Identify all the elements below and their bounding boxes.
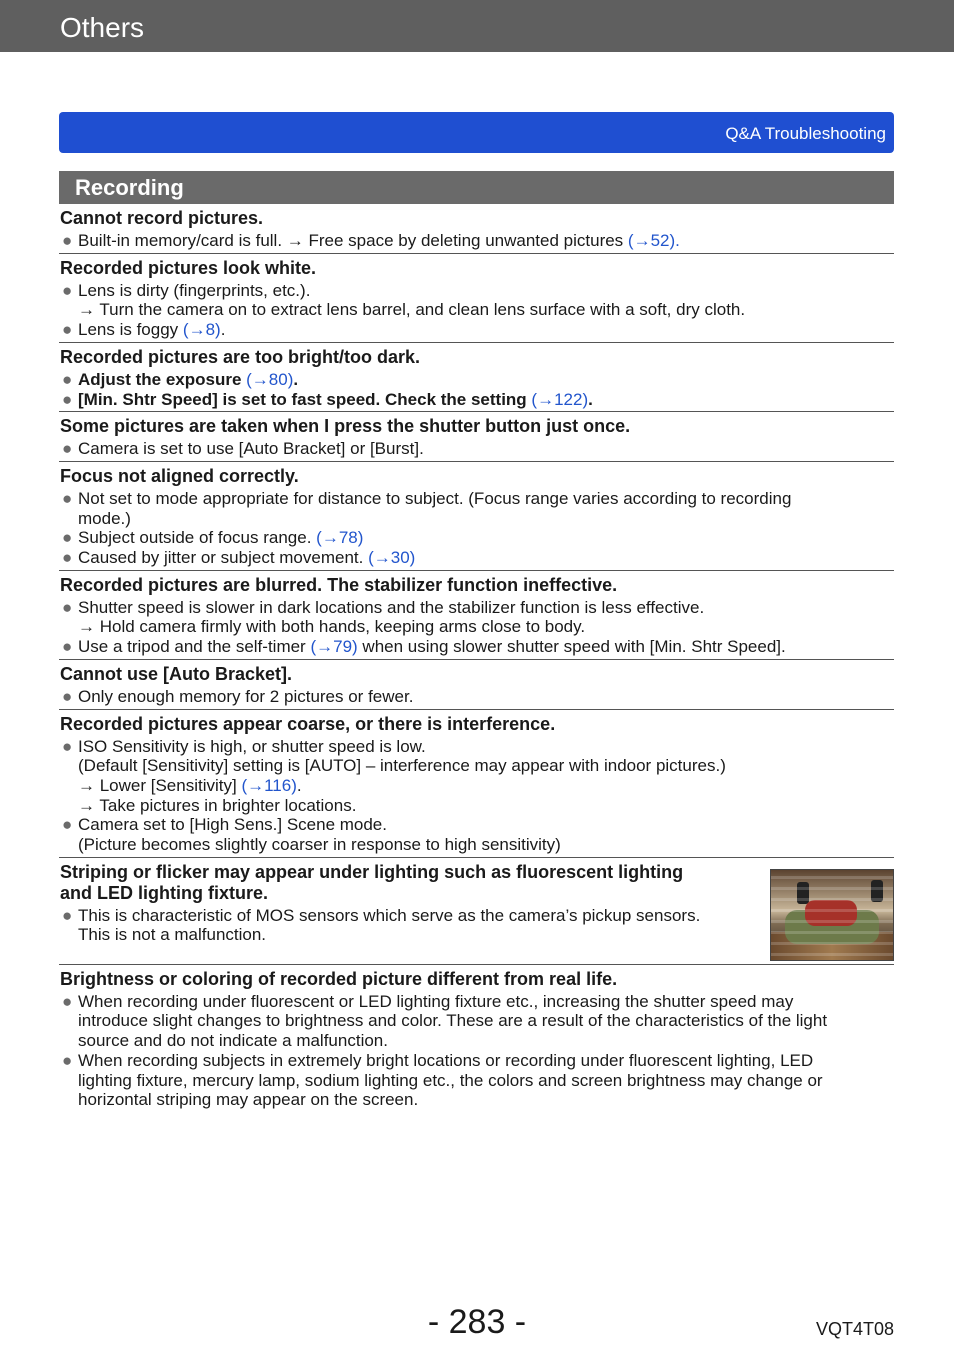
bullet-icon: ●	[62, 686, 73, 706]
question: Recorded pictures appear coarse, or there is interference.	[60, 713, 556, 734]
question: Recorded pictures are blurred. The stabilizer function ineffective.	[60, 574, 618, 595]
top-bar	[0, 0, 954, 52]
page-reference-link[interactable]: (→30)	[368, 548, 416, 568]
answer-item: ● [Min. Shtr Speed] is set to fast speed. Check the setting (→122).	[62, 389, 593, 409]
qa-block	[59, 466, 894, 571]
answer-item: ● This is characteristic of MOS sensors which serve as the camera’s pickup sensors. This is not a malfunction.	[62, 905, 701, 945]
page-reference-link[interactable]: (→80)	[246, 369, 294, 389]
bullet-icon: ●	[62, 597, 73, 617]
page-reference-link[interactable]: (→122)	[531, 389, 589, 409]
bullet-icon: ●	[62, 815, 73, 835]
answer-item: ● ISO Sensitivity is high, or shutter speed is low. (Default [Sensitivity] setting is [AUTO] – interference may appear with indoor pictures.)	[62, 736, 726, 776]
answer-item: ● Caused by jitter or subject movement. (→30)	[62, 548, 416, 568]
recording-header	[59, 171, 894, 204]
qa-block	[59, 969, 894, 1112]
qa-block	[59, 258, 894, 343]
answer-item: ● Only enough memory for 2 pictures or fewer.	[62, 686, 414, 706]
bullet-icon: ●	[62, 320, 73, 340]
qa-list	[59, 206, 894, 1112]
chapter-title: Others	[60, 12, 145, 43]
qa-block	[59, 575, 894, 660]
bullet-icon: ●	[62, 280, 73, 300]
page-number: - 283 -	[427, 1303, 527, 1341]
question: Recorded pictures are too bright/too dark.	[60, 346, 421, 367]
page-reference-link[interactable]: (→8)	[182, 320, 221, 340]
qa-block	[59, 714, 894, 858]
section-band-label: Q&A Troubleshooting	[725, 124, 886, 143]
answer-item: ● Built-in memory/card is full. → Free space by deleting unwanted pictures (→52).	[62, 231, 680, 250]
qa-block	[59, 208, 894, 254]
bullet-icon: ●	[62, 439, 73, 459]
bullet-icon: ●	[62, 528, 73, 548]
page-reference-link[interactable]: (→79)	[310, 637, 358, 657]
bullet-icon: ●	[62, 231, 73, 250]
question: Some pictures are taken when I press the shutter button just once.	[60, 416, 631, 437]
answer-item: ● Lens is dirty (fingerprints, etc.). → Turn the camera on to extract lens barrel, and clean lens surface with a soft, dry cloth.	[62, 280, 746, 320]
answer-item: ● When recording subjects in extremely bright locations or recording under fluorescent lighting, LED lighting fixture, mercury lamp, sodium lighting etc., the colors and screen brightness may change or horizontal striping may appear on the screen.	[62, 1050, 823, 1110]
bullet-icon: ●	[62, 905, 73, 925]
page-reference-link[interactable]: (→78)	[316, 528, 364, 548]
answer-item: ● Camera is set to use [Auto Bracket] or [Burst].	[62, 439, 424, 459]
answer-item: ● When recording under fluorescent or LED lighting fixture etc., increasing the shutter speed may introduce slight changes to brightness and color. These are a result of the characteristics of the light source and do not indicate a malfunction.	[62, 991, 828, 1051]
answer-item: ● Adjust the exposure (→80).	[62, 369, 299, 389]
bullet-icon: ●	[62, 991, 73, 1011]
question: Cannot record pictures.	[60, 208, 264, 228]
answer-item: → Take pictures in brighter locations.	[78, 795, 357, 815]
answer-item: ● Lens is foggy (→8).	[62, 320, 226, 340]
sample-photo	[770, 869, 894, 961]
answer-item: ● Not set to mode appropriate for distance to subject. (Focus range varies according to recording mode.)	[62, 488, 792, 528]
qa-block	[59, 862, 894, 965]
section-band	[59, 112, 894, 153]
answer-item: ● Subject outside of focus range. (→78)	[62, 528, 364, 548]
qa-block	[59, 664, 894, 710]
bullet-icon: ●	[62, 736, 73, 756]
question: Striping or flicker may appear under lighting such as fluorescent lighting and LED lighting fixture.	[60, 861, 684, 903]
qa-with-photo	[59, 862, 894, 962]
question: Brightness or coloring of recorded picture different from real life.	[60, 968, 618, 989]
answer-item: ● Shutter speed is slower in dark locations and the stabilizer function is less effective. → Hold camera firmly with both hands, keeping arms close to body.	[62, 597, 705, 637]
bullet-icon: ●	[62, 488, 73, 508]
model-code: VQT4T08	[815, 1319, 894, 1339]
qa-block	[59, 416, 894, 462]
bullet-icon: ●	[62, 637, 73, 657]
answer-item: ● Camera set to [High Sens.] Scene mode. (Picture becomes slightly coarser in response to high sensitivity)	[62, 815, 561, 855]
answer-item: → Lower [Sensitivity] (→116).	[78, 775, 302, 795]
recording-title: Recording	[75, 175, 184, 200]
page-reference-link[interactable]: (→116)	[241, 775, 297, 795]
qa-block	[59, 347, 894, 412]
question: Focus not aligned correctly.	[60, 465, 299, 486]
question: Recorded pictures look white.	[60, 257, 317, 278]
question: Cannot use [Auto Bracket].	[60, 663, 293, 684]
bullet-icon: ●	[62, 548, 73, 568]
answer-item: ● Use a tripod and the self-timer (→79) when using slower shutter speed with [Min. Shtr Speed].	[62, 637, 786, 657]
page-reference-link[interactable]: (→52).	[627, 231, 680, 250]
bullet-icon: ●	[62, 1050, 73, 1070]
bullet-icon: ●	[62, 369, 73, 389]
bullet-icon: ●	[62, 389, 73, 409]
